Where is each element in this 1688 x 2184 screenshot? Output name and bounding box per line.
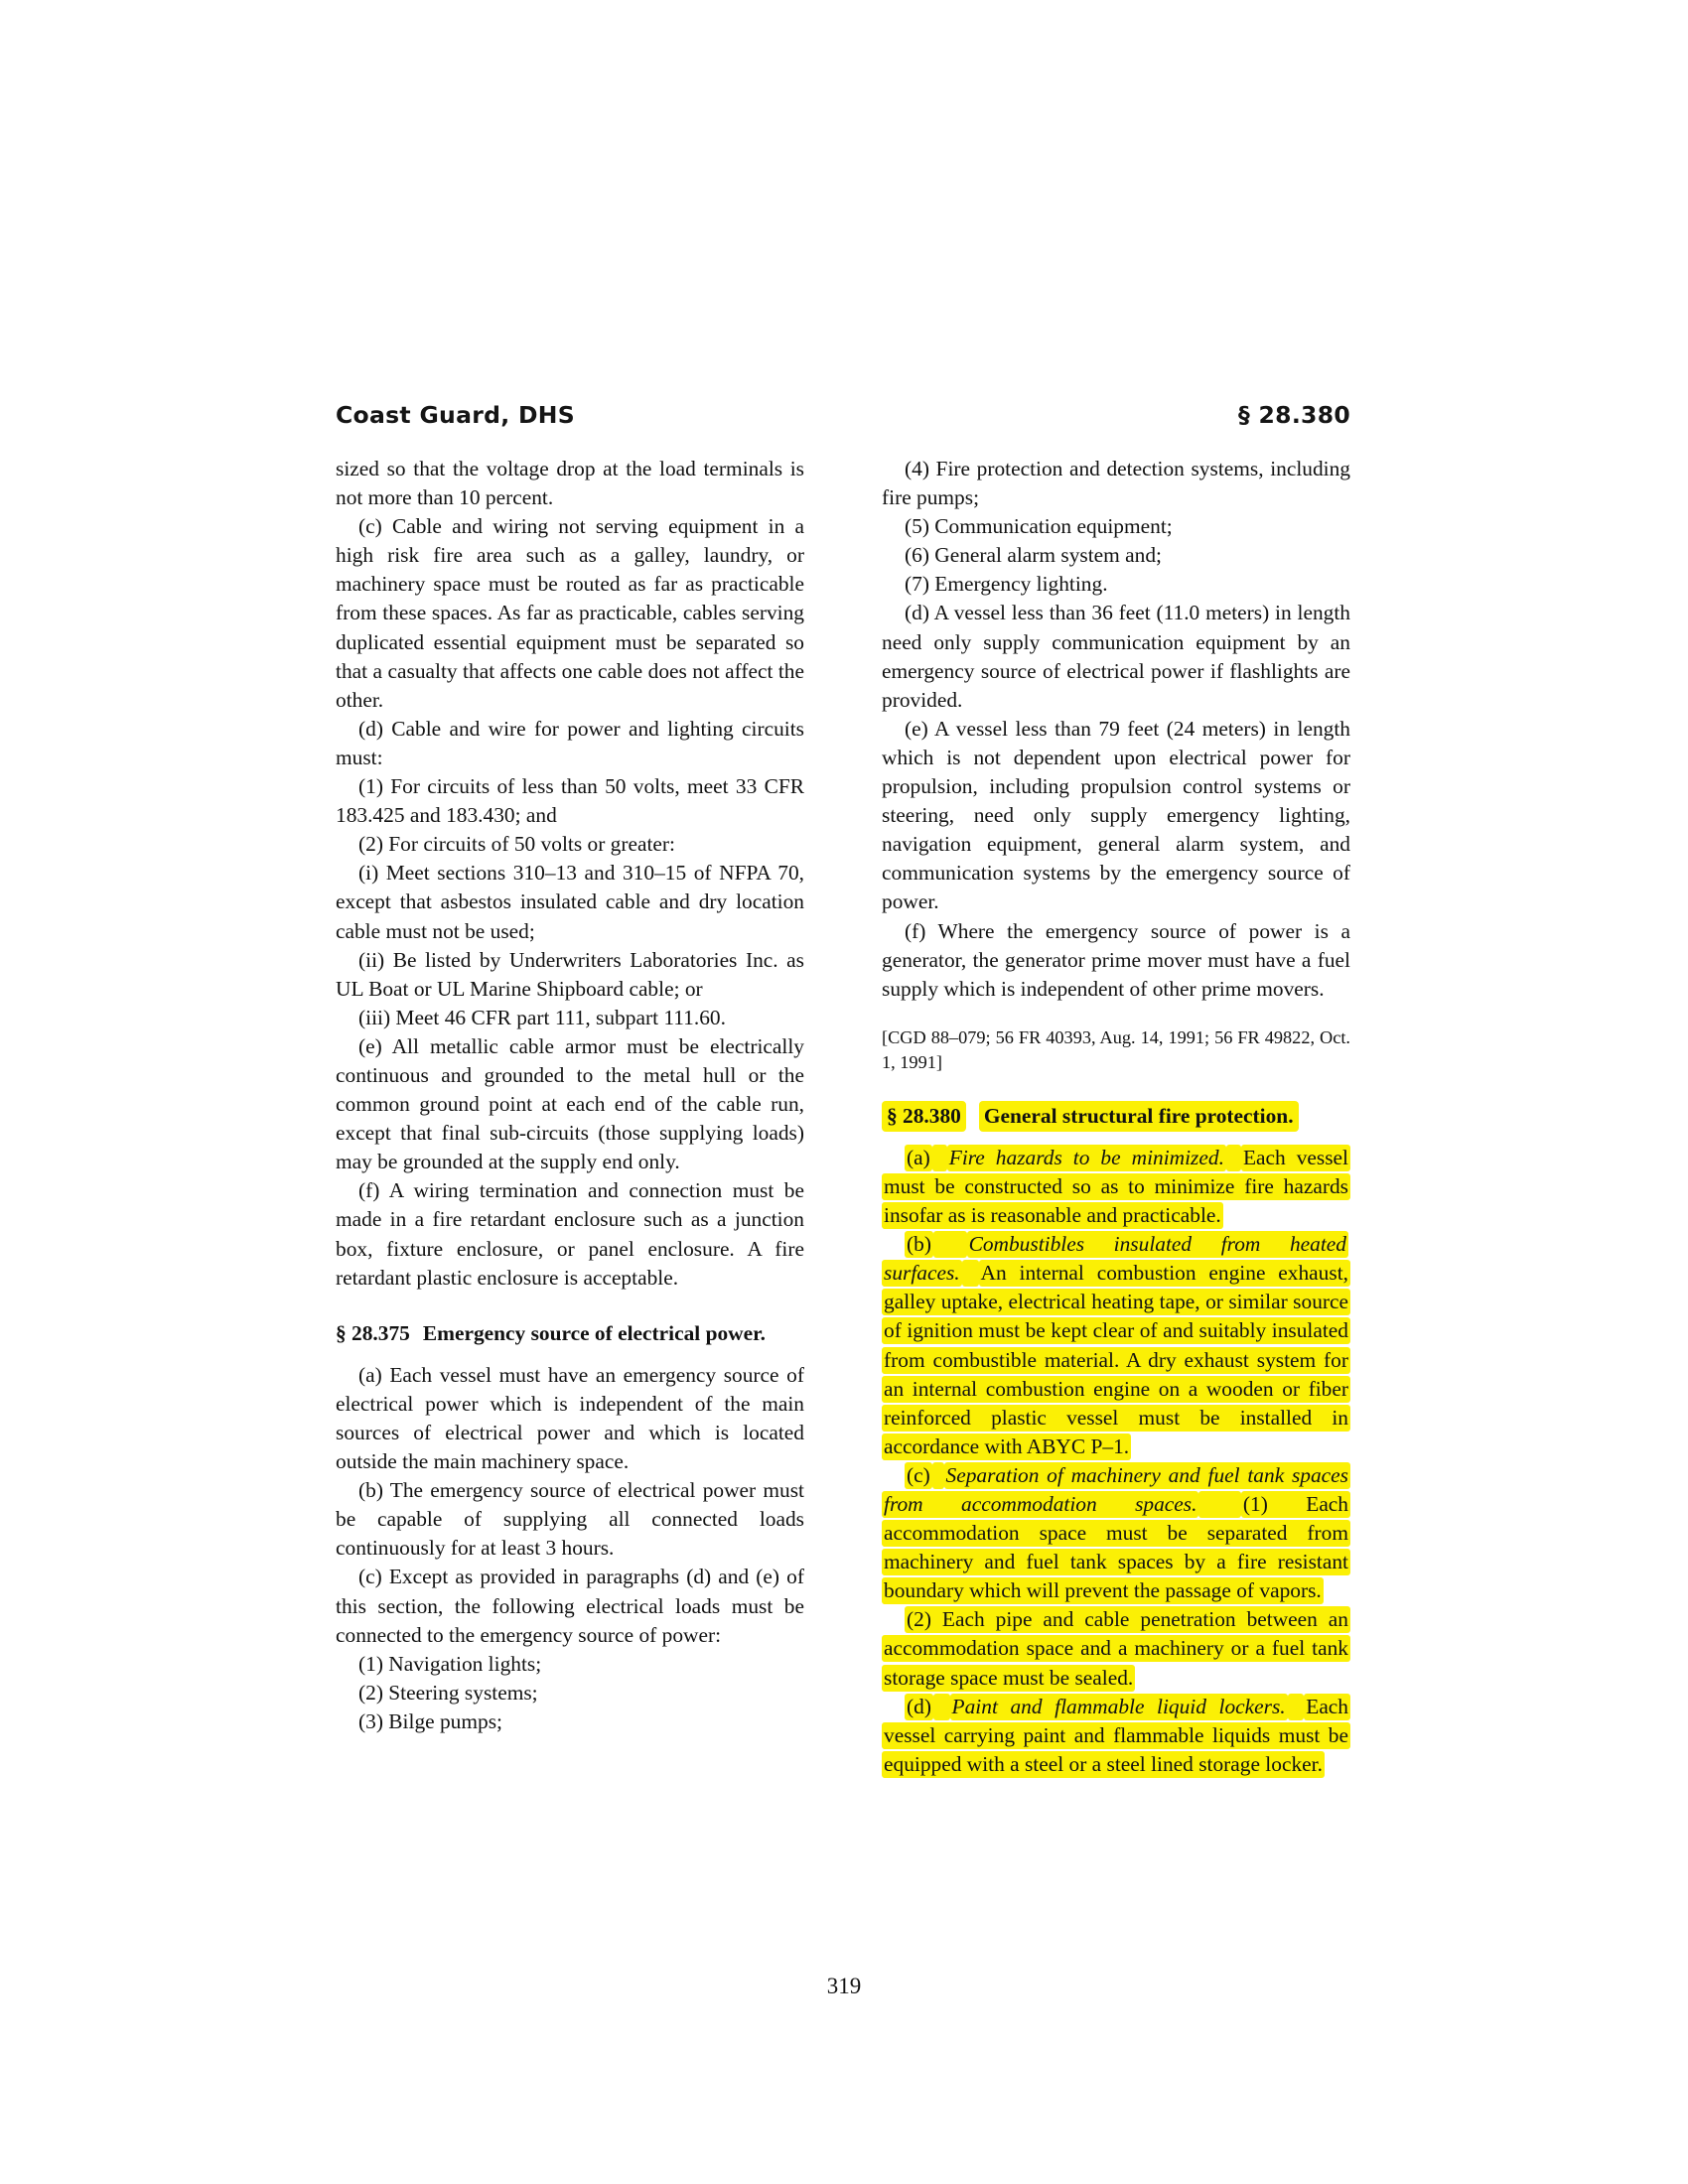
paragraph-label: (d) <box>907 1694 931 1718</box>
list-item: (4) Fire protection and detection systems, including fire pumps; <box>882 457 1350 510</box>
paragraph: (e) All metallic cable armor must be electrically continuous and grounded to the metal hull or the common ground point at each end of the cable run, except that final sub-circuits (those supplying loads) may be grounded at the supply end only. <box>336 1033 804 1174</box>
section-heading-title: General structural fire protection. <box>979 1101 1299 1132</box>
paragraph: sized so that the voltage drop at the load terminals is not more than 10 percent. <box>336 457 804 510</box>
body-columns <box>336 455 1350 1779</box>
section-heading-title: Emergency source of electrical power. <box>422 1320 766 1345</box>
paragraph: (b) The emergency source of electrical power must be capable of supplying all connected loads continuously for at least 3 hours. <box>336 1478 804 1561</box>
left-column <box>336 455 804 1779</box>
paragraph: (a) Each vessel must have an emergency source of electrical power which is independent of the main sources of electrical power and which is located outside the main machinery space. <box>336 1362 804 1474</box>
section-heading-number: § 28.375 <box>336 1320 410 1345</box>
paragraph-body: (2) Each pipe and cable penetration between an accommodation space and a machinery or a fuel tank storage space must be sealed. <box>884 1607 1348 1690</box>
paragraph: (e) A vessel less than 79 feet (24 meters) in length which is not dependent upon electrical power for propulsion, including propulsion control systems or steering, need only supply emergency lighting, navigation equipment, general alarm system, and communication systems by the emergency source of power. <box>882 716 1350 914</box>
paragraph-label: (c) <box>907 1462 930 1487</box>
paragraph: (iii) Meet 46 CFR part 111, subpart 111.60. <box>358 1005 726 1029</box>
section-heading-28-375 <box>336 1319 804 1348</box>
list-item: (2) Steering systems; <box>358 1680 538 1705</box>
paragraph: (d) Cable and wire for power and lighting circuits must: <box>336 716 804 769</box>
paragraph-label: (b) <box>907 1232 931 1257</box>
paragraph: (1) For circuits of less than 50 volts, meet 33 CFR 183.425 and 183.430; and <box>336 774 804 828</box>
right-column <box>882 455 1350 1779</box>
list-item: (1) Navigation lights; <box>358 1651 542 1676</box>
list-item: (6) General alarm system and; <box>905 543 1162 568</box>
paragraph-body: Each vessel carrying paint and flammable liquids must be equipped with a steel or a steel lined storage locker. <box>884 1694 1348 1776</box>
running-head <box>336 401 1350 435</box>
paragraph-run-in-heading: Paint and flammable liquid lockers. <box>951 1694 1286 1718</box>
running-head-title: Coast Guard, DHS <box>336 401 575 429</box>
page-number: 319 <box>826 1974 862 1998</box>
paragraph: (f) A wiring termination and connection must be made in a fire retardant enclosure such as a junction box, fixture enclosure, or panel enclosure. A fire retardant plastic enclosure is acceptable. <box>336 1178 804 1290</box>
paragraph-highlighted <box>882 1144 1350 1230</box>
paragraph: (c) Except as provided in paragraphs (d) and (e) of this section, the following electrical loads must be connected to the emergency source of power: <box>336 1565 804 1647</box>
list-item: (7) Emergency lighting. <box>905 572 1108 597</box>
paragraph: (f) Where the emergency source of power is a generator, the generator prime mover must have a fuel supply which is independent of other prime movers. <box>882 918 1350 1001</box>
paragraph-highlighted <box>882 1230 1350 1461</box>
section-heading-28-380 <box>882 1102 1350 1131</box>
section-heading-number: § 28.380 <box>882 1101 966 1132</box>
paragraph-highlighted <box>882 1605 1350 1692</box>
paragraph: (d) A vessel less than 36 feet (11.0 meters) in length need only supply communication equipment by an emergency source of electrical power if flashlights are provided. <box>882 601 1350 712</box>
paragraph-highlighted <box>882 1693 1350 1779</box>
paragraph: (c) Cable and wiring not serving equipment in a high risk fire area such as a galley, laundry, or machinery space must be routed as far as practicable from these spaces. As far as practicable, cables serving duplicated essential equipment must be separated so that a casualty that affects one cable does not affect the other. <box>336 514 804 712</box>
paragraph-run-in-heading: Fire hazards to be minimized. <box>948 1145 1224 1169</box>
paragraph-run-in-heading: Combustibles insulated from heated surfaces. <box>884 1232 1346 1286</box>
list-item: (5) Communication equipment; <box>905 514 1173 539</box>
paragraph: (i) Meet sections 310–13 and 310–15 of NFPA 70, except that asbestos insulated cable and dry location cable must not be used; <box>336 861 804 943</box>
running-head-section-number: § 28.380 <box>1237 401 1350 429</box>
paragraph-body: (1) Each accommodation space must be separated from machinery and fuel tank spaces by a fire resistant boundary which will prevent the passage of vapors. <box>884 1492 1348 1603</box>
source-citation: [CGD 88–079; 56 FR 40393, Aug. 14, 1991; 56 FR 49822, Oct. 1, 1991] <box>882 1026 1350 1072</box>
paragraph-run-in-heading: Separation of machinery and fuel tank spaces from accommodation spaces. <box>884 1462 1348 1516</box>
paragraph-body: An internal combustion engine exhaust, galley uptake, electrical heating tape, or similar source of ignition must be kept clear of and suitably insulated from combustible material. A dry exhaust system for an internal combustion engine on a wooden or fiber reinforced plastic vessel must be installed in accordance with ABYC P–1. <box>884 1261 1348 1458</box>
paragraph: (2) For circuits of 50 volts or greater: <box>358 832 675 857</box>
paragraph-highlighted <box>882 1461 1350 1605</box>
paragraph-label: (a) <box>907 1145 930 1169</box>
paragraph-body: Each vessel must be constructed so as to minimize fire hazards insofar as is reasonable and practicable. <box>884 1145 1348 1228</box>
paragraph: (ii) Be listed by Underwriters Laboratories Inc. as UL Boat or UL Marine Shipboard cable; or <box>336 947 804 1001</box>
list-item: (3) Bilge pumps; <box>358 1708 502 1733</box>
